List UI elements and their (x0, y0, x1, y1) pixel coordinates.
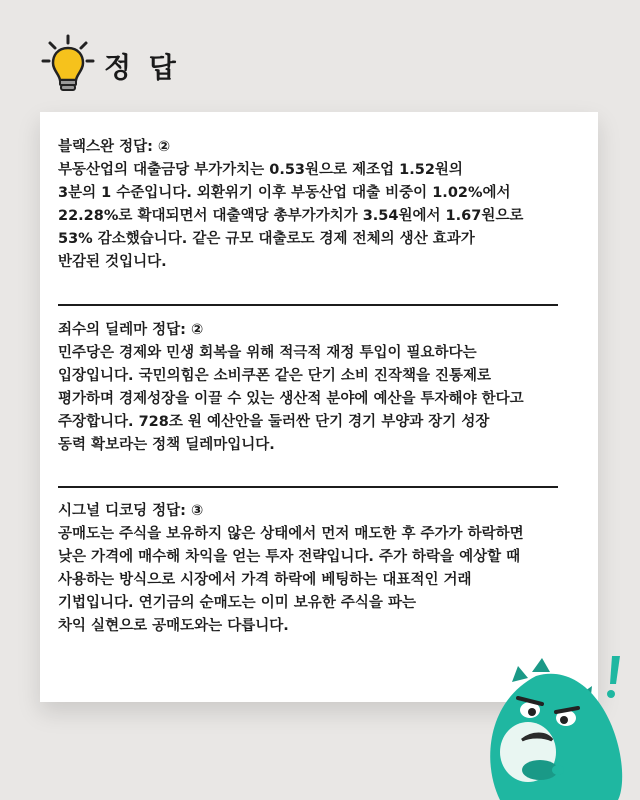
answer-body: 민주당은 경제와 민생 회복을 위해 적극적 재정 투입이 필요하다는 입장입니다. 국민의힘은 소비쿠폰 같은 단기 소비 진작책을 진통제로 평가하며 경제성장을 이끌 수 있는 생산적 분야에 예산을 투자해야 한다고 주장합니다. 728조 원 예산안을 둘러싼 단기 경기 부양과 장기 성장 동력 확보라는 정책 딜레마입니다. (58, 345, 524, 453)
answer-heading: 시그널 디코딩 정답: ③ (58, 503, 204, 519)
section-divider (58, 486, 558, 488)
answer-heading: 죄수의 딜레마 정답: ② (58, 322, 204, 338)
answer-section-prisoners-dilemma (58, 319, 588, 457)
answer-header (40, 34, 340, 94)
answer-body: 부동산업의 대출금당 부가가치는 0.53원으로 제조업 1.52원의 3분의 1 수준입니다. 외환위기 이후 부동산업 대출 비중이 1.02%에서 22.28%로 확대되면서 대출액당 총부가가치가 3.54원에서 1.67원으로 53% 감소했습니다. 같은 규모 대출로도 경제 전체의 생산 효과가 반감된 것입니다. (58, 162, 524, 270)
lightbulb-icon (40, 34, 96, 94)
answer-section-signal-decoding (58, 500, 588, 638)
answer-section-black-swan (58, 136, 588, 274)
answer-heading: 블랙스완 정답: ② (58, 139, 171, 155)
page-title: 정 답 (104, 51, 180, 84)
green-dinosaur-mascot (460, 636, 640, 800)
answer-card (40, 112, 598, 702)
section-divider (58, 304, 558, 306)
answer-body: 공매도는 주식을 보유하지 않은 상태에서 먼저 매도한 후 주가가 하락하면 낮은 가격에 매수해 차익을 얻는 투자 전략입니다. 주가 하락을 예상할 때 사용하는 방식으로 시장에서 가격 하락에 베팅하는 대표적인 거래 기법입니다. 연기금의 순매도는 이미 보유한 주식을 파는 차익 실현으로 공매도와는 다릅니다. (58, 526, 524, 634)
